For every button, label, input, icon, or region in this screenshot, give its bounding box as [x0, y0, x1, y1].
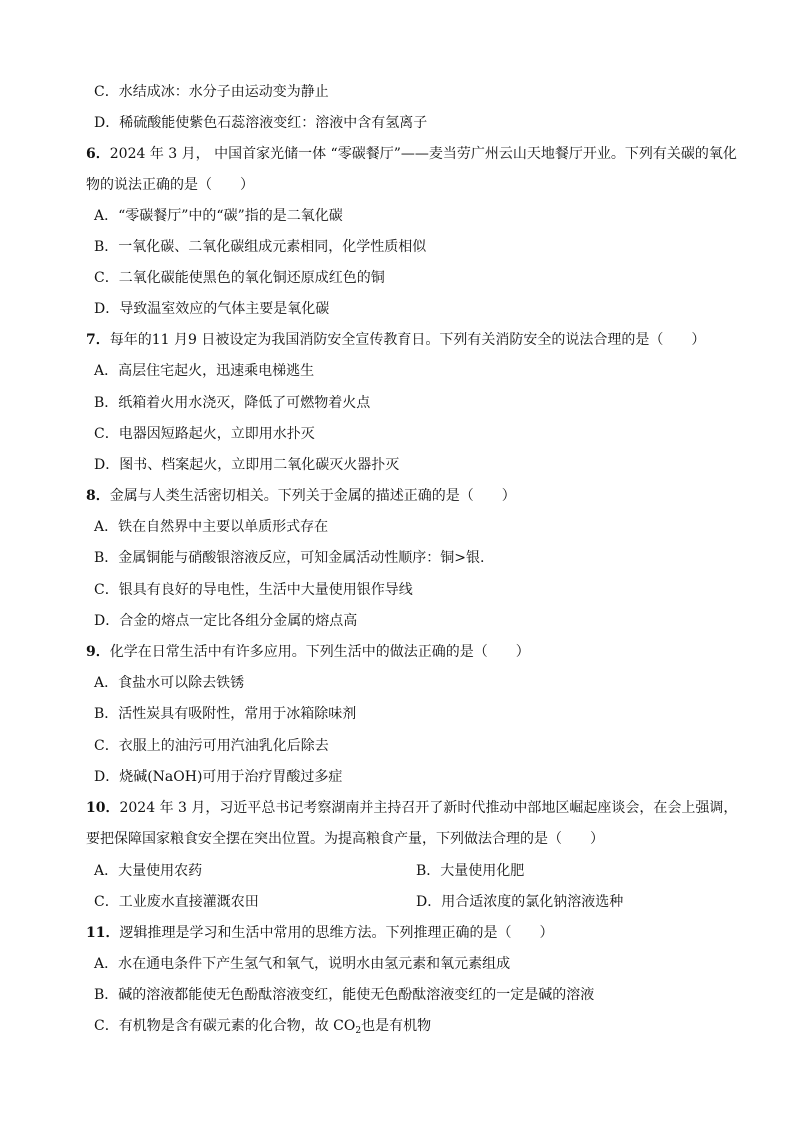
- q11-option-a: A．水在通电条件下产生氢气和氧气，说明水由氢元素和氧元素组成: [94, 956, 511, 972]
- q10-option-b: B．大量使用化肥: [416, 863, 525, 879]
- q11-option-b: B．碱的溶液都能使无色酚酞溶液变红，能使无色酚酞溶液变红的一定是碱的溶液: [94, 987, 595, 1003]
- question-9-text: 化学在日常生活中有许多应用。下列生活中的做法正确的是（ ）: [109, 644, 530, 660]
- q6-option-a: A．“零碳餐厅”中的“碳”指的是二氧化碳: [94, 208, 343, 224]
- question-9-number: 9．: [86, 644, 110, 660]
- question-9-stem: [86, 642, 530, 662]
- question-8-stem: [86, 486, 516, 506]
- q8-option-a: A．铁在自然界中主要以单质形式存在: [94, 519, 329, 535]
- question-6-stem-line-2: 物的说法正确的是（ ）: [86, 177, 254, 193]
- q7-option-c: C．电器因短路起火，立即用水扑灭: [94, 426, 315, 442]
- q10-option-c: C．工业废水直接灌溉农田: [94, 894, 259, 910]
- q11-option-c-text-end: 也是有机物: [361, 1018, 432, 1034]
- q5-option-d: D．稀硫酸能使紫色石蕊溶液变红：溶液中含有氢离子: [94, 115, 428, 131]
- q5-option-c: C．水结成冰：水分子由运动变为静止: [94, 84, 329, 100]
- co2-subscript: 2: [355, 1026, 362, 1036]
- question-11-text: 逻辑推理是学习和生活中常用的思维方法。下列推理正确的是（ ）: [119, 925, 554, 941]
- question-7-stem: [86, 330, 705, 350]
- question-6-stem-line-1: [86, 144, 737, 164]
- question-6-number: 6．: [86, 146, 110, 162]
- question-10-text: 2024 年 3 月，习近平总书记考察湖南并主持召开了新时代推动中部地区崛起座谈会，在会上强调，: [119, 800, 738, 816]
- question-7-number: 7．: [86, 332, 110, 348]
- q9-option-b: B．活性炭具有吸附性，常用于冰箱除味剂: [94, 706, 357, 722]
- q11-option-c-text: C．有机物是含有碳元素的化合物，故 CO: [94, 1018, 356, 1034]
- q6-option-c: C．二氧化碳能使黑色的氧化铜还原成红色的铜: [94, 270, 385, 286]
- q6-option-b: B．一氧化碳、二氧化碳组成元素相同，化学性质相似: [94, 239, 427, 255]
- q8-option-c: C．银具有良好的导电性，生活中大量使用银作导线: [94, 582, 413, 598]
- q10-option-a: A．大量使用农药: [94, 863, 203, 879]
- q9-option-a: A．食盐水可以除去铁锈: [94, 675, 245, 691]
- q7-option-d: D．图书、档案起火，立即用二氧化碳灭火器扑灭: [94, 457, 400, 473]
- q9-option-c: C．衣服上的油污可用汽油乳化后除去: [94, 738, 329, 754]
- q7-option-a: A．高层住宅起火，迅速乘电梯逃生: [94, 363, 315, 379]
- question-6-text: 2024 年 3 月， 中国首家光储一体 “零碳餐厅”——麦当劳广州云山天地餐厅开业。下列有关碳的氧化: [109, 146, 737, 162]
- question-8-text: 金属与人类生活密切相关。下列关于金属的描述正确的是（ ）: [109, 488, 516, 504]
- q9-option-d: D．烧碱(NaOH)可用于治疗胃酸过多症: [94, 769, 343, 785]
- question-10-stem-line-2: 要把保障国家粮食安全摆在突出位置。为提高粮食产量，下列做法合理的是（ ）: [86, 831, 604, 847]
- q11-option-c: [94, 1016, 431, 1041]
- question-10-stem-line-1: [86, 798, 737, 818]
- q10-option-d: D．用合适浓度的氯化钠溶液选种: [416, 894, 624, 910]
- q8-option-b: B．金属铜能与硝酸银溶液反应，可知金属活动性顺序：铜>银.: [94, 550, 485, 566]
- q8-option-d: D．合金的熔点一定比各组分金属的熔点高: [94, 613, 358, 629]
- question-7-text: 每年的11 月9 日被设定为我国消防安全宣传教育日。下列有关消防安全的说法合理的是（ ）: [109, 332, 706, 348]
- question-11-stem: [86, 923, 553, 943]
- question-10-number: 10．: [86, 800, 120, 816]
- q7-option-b: B．纸箱着火用水浇灭，降低了可燃物着火点: [94, 395, 371, 411]
- q6-option-d: D．导致温室效应的气体主要是氧化碳: [94, 301, 330, 317]
- question-8-number: 8．: [86, 488, 110, 504]
- question-11-number: 11．: [86, 925, 120, 941]
